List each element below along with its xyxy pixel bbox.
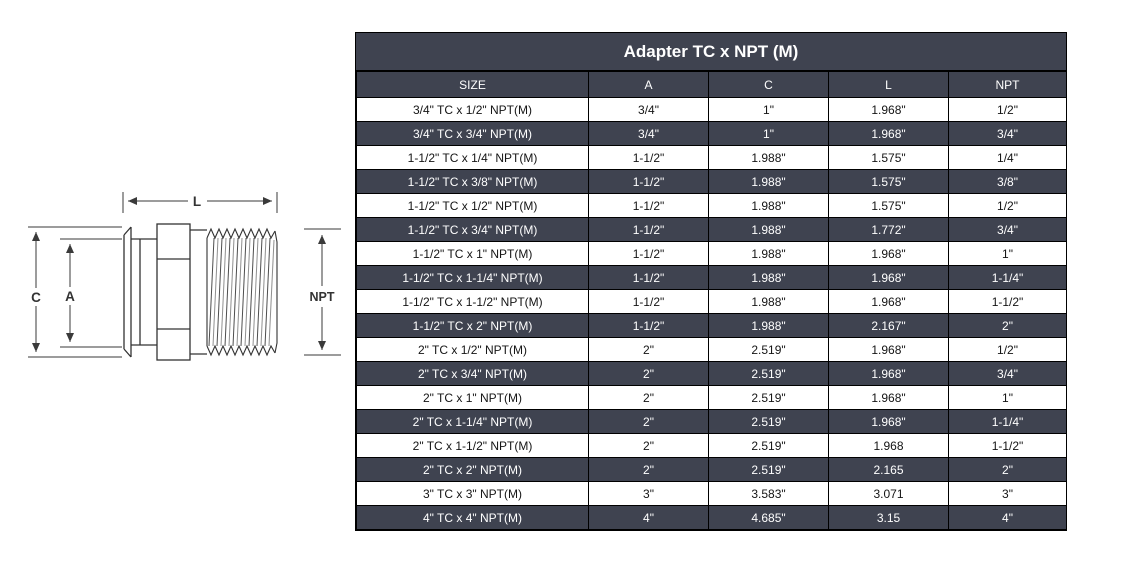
value-cell: 1" (709, 98, 829, 122)
value-cell: 3/4" (949, 362, 1067, 386)
value-cell: 1.575" (829, 146, 949, 170)
flange-neck (131, 239, 157, 345)
value-cell: 2" (949, 314, 1067, 338)
value-cell: 2" (589, 362, 709, 386)
table-row (357, 218, 1067, 242)
size-cell: 1-1/2" TC x 1/2" NPT(M) (357, 194, 589, 218)
size-cell: 3/4" TC x 1/2" NPT(M) (357, 98, 589, 122)
value-cell: 1" (949, 386, 1067, 410)
value-cell: 1.968" (829, 410, 949, 434)
table-row (357, 122, 1067, 146)
size-cell: 1-1/2" TC x 1-1/2" NPT(M) (357, 290, 589, 314)
value-cell: 1.968" (829, 362, 949, 386)
value-cell: 3/8" (949, 170, 1067, 194)
dim-c-extension-lines (28, 227, 122, 357)
value-cell: 1" (949, 242, 1067, 266)
triclamp-flange (124, 227, 131, 357)
value-cell: 1.575" (829, 170, 949, 194)
value-cell: 3.15 (829, 506, 949, 530)
value-cell: 1.988" (709, 170, 829, 194)
column-header-size: SIZE (357, 72, 589, 98)
value-cell: 3.071 (829, 482, 949, 506)
value-cell: 1/2" (949, 98, 1067, 122)
column-header-npt: NPT (949, 72, 1067, 98)
header-row (357, 72, 1067, 98)
value-cell: 2.519" (709, 458, 829, 482)
table-row (357, 506, 1067, 530)
value-cell: 1-1/2" (949, 434, 1067, 458)
value-cell: 2.167" (829, 314, 949, 338)
value-cell: 3/4" (949, 218, 1067, 242)
value-cell: 1-1/2" (589, 218, 709, 242)
value-cell: 3/4" (589, 122, 709, 146)
value-cell: 1.968" (829, 290, 949, 314)
value-cell: 4" (949, 506, 1067, 530)
value-cell: 1-1/2" (589, 290, 709, 314)
thread-shoulder (190, 230, 207, 354)
column-header-a: A (589, 72, 709, 98)
value-cell: 1.988" (709, 314, 829, 338)
dim-label-l: L (192, 194, 202, 209)
value-cell: 1-1/4" (949, 410, 1067, 434)
value-cell: 1-1/4" (949, 266, 1067, 290)
dim-label-npt: NPT (309, 290, 335, 304)
value-cell: 1.988" (709, 242, 829, 266)
value-cell: 3/4" (589, 98, 709, 122)
table-row (357, 98, 1067, 122)
value-cell: 2" (949, 458, 1067, 482)
value-cell: 2" (589, 338, 709, 362)
spec-table (355, 32, 1067, 531)
size-cell: 2" TC x 3/4" NPT(M) (357, 362, 589, 386)
table-row (357, 314, 1067, 338)
value-cell: 1/4" (949, 146, 1067, 170)
spec-table-grid (356, 71, 1067, 530)
value-cell: 1.968" (829, 386, 949, 410)
fitting-diagram (0, 0, 355, 570)
thread-profile-top (207, 229, 275, 238)
size-cell: 1-1/2" TC x 3/4" NPT(M) (357, 218, 589, 242)
value-cell: 2.519" (709, 338, 829, 362)
thread-hatching (209, 238, 274, 346)
size-cell: 1-1/2" TC x 2" NPT(M) (357, 314, 589, 338)
value-cell: 3" (589, 482, 709, 506)
column-header-l: L (829, 72, 949, 98)
size-cell: 3" TC x 3" NPT(M) (357, 482, 589, 506)
value-cell: 1.968" (829, 338, 949, 362)
size-cell: 1-1/2" TC x 1/4" NPT(M) (357, 146, 589, 170)
value-cell: 3.583" (709, 482, 829, 506)
size-cell: 1-1/2" TC x 1" NPT(M) (357, 242, 589, 266)
size-cell: 2" TC x 1/2" NPT(M) (357, 338, 589, 362)
value-cell: 4.685" (709, 506, 829, 530)
table-row (357, 170, 1067, 194)
value-cell: 2" (589, 386, 709, 410)
value-cell: 1/2" (949, 194, 1067, 218)
value-cell: 1-1/2" (589, 266, 709, 290)
dim-label-a: A (65, 289, 75, 304)
value-cell: 1.575" (829, 194, 949, 218)
value-cell: 1.968" (829, 98, 949, 122)
table-row (357, 146, 1067, 170)
size-cell: 1-1/2" TC x 3/8" NPT(M) (357, 170, 589, 194)
value-cell: 2.165 (829, 458, 949, 482)
value-cell: 1.988" (709, 290, 829, 314)
dimension-c (28, 227, 122, 357)
value-cell: 1.968" (829, 122, 949, 146)
fitting-diagram-svg (0, 0, 355, 570)
value-cell: 1-1/2" (589, 242, 709, 266)
value-cell: 1.988" (709, 146, 829, 170)
size-cell: 2" TC x 2" NPT(M) (357, 458, 589, 482)
value-cell: 1-1/2" (589, 146, 709, 170)
table-row (357, 194, 1067, 218)
size-cell: 4" TC x 4" NPT(M) (357, 506, 589, 530)
value-cell: 2.519" (709, 386, 829, 410)
size-cell: 1-1/2" TC x 1-1/4" NPT(M) (357, 266, 589, 290)
value-cell: 1.968" (829, 266, 949, 290)
thread-profile-bottom (207, 346, 275, 355)
column-header-c: C (709, 72, 829, 98)
body-flats (157, 259, 190, 329)
value-cell: 2" (589, 434, 709, 458)
value-cell: 2.519" (709, 410, 829, 434)
value-cell: 1.772" (829, 218, 949, 242)
value-cell: 2.519" (709, 362, 829, 386)
value-cell: 1.968" (829, 242, 949, 266)
table-row (357, 482, 1067, 506)
value-cell: 1-1/2" (589, 314, 709, 338)
size-cell: 2" TC x 1-1/4" NPT(M) (357, 410, 589, 434)
value-cell: 3" (949, 482, 1067, 506)
table-row (357, 458, 1067, 482)
value-cell: 1" (709, 122, 829, 146)
table-row (357, 338, 1067, 362)
spec-table-body (357, 98, 1067, 530)
table-row (357, 386, 1067, 410)
dim-label-c: C (31, 290, 41, 305)
size-cell: 3/4" TC x 3/4" NPT(M) (357, 122, 589, 146)
table-row (357, 362, 1067, 386)
value-cell: 4" (589, 506, 709, 530)
table-row (357, 410, 1067, 434)
value-cell: 1/2" (949, 338, 1067, 362)
value-cell: 1.988" (709, 218, 829, 242)
size-cell: 2" TC x 1" NPT(M) (357, 386, 589, 410)
value-cell: 1-1/2" (589, 194, 709, 218)
value-cell: 1.968 (829, 434, 949, 458)
value-cell: 1.988" (709, 194, 829, 218)
value-cell: 1-1/2" (589, 170, 709, 194)
value-cell: 2" (589, 410, 709, 434)
value-cell: 1-1/2" (949, 290, 1067, 314)
value-cell: 3/4" (949, 122, 1067, 146)
fitting-body (157, 224, 190, 360)
value-cell: 2.519" (709, 434, 829, 458)
value-cell: 1.988" (709, 266, 829, 290)
value-cell: 2" (589, 458, 709, 482)
table-row (357, 434, 1067, 458)
table-row (357, 266, 1067, 290)
table-row (357, 242, 1067, 266)
table-title: Adapter TC x NPT (M) (356, 33, 1066, 71)
table-row (357, 290, 1067, 314)
size-cell: 2" TC x 1-1/2" NPT(M) (357, 434, 589, 458)
